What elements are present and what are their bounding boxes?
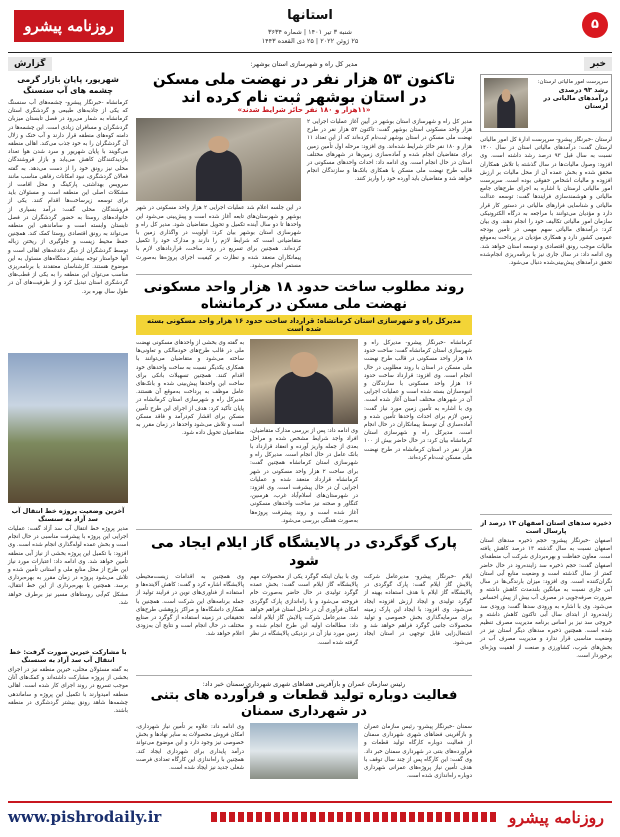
bushehr-article: [136, 118, 472, 270]
speaker-head: [208, 136, 229, 153]
semnan-body-a: سمنان -خبرنگار پیشرو- رئیس سازمان عمران و بازآفرینی فضاهای شهری شهرداری سمنان از فعالیت دوباره کارگاه تولید قطعات و فرآورده‌های بتنی در شهرداری سمنان خبر داد. وی گفت: این کارگاه پس از چند سال توقف با هدف تأمین نیاز پروژه‌های عمرانی شهرداری دوباره راه‌اندازی شده است.: [364, 724, 472, 780]
kermanshah-title-line2: نهضت ملی مسکن در کرمانشاه: [200, 296, 408, 312]
donors-subtitle: با مشارکت خیرین صورت گرفت: خط انتقال آب سد آزاد به سنسنگ: [9, 648, 127, 664]
divider: [136, 274, 472, 275]
bushehr-photo: [136, 118, 301, 201]
sarab-title: شهریور، پایان بازار گرمی چشمه های آب سنسنگ: [17, 75, 119, 95]
footer-strip: [211, 812, 498, 822]
spring-photo: [8, 353, 128, 503]
news-label: خبر: [584, 57, 612, 71]
semnan-photo: [250, 723, 358, 779]
ilam-title: پارک گوگردی در پالایشگاه گاز ایلام ایجاد می شود: [151, 535, 457, 569]
semnan-body-c: وی ادامه داد: علاوه بر تأمین نیاز شهرداری، امکان فروش محصولات به سایر نهادها و بخش خصوصی نیز وجود دارد و این موضوع می‌تواند درآمد پایداری برای شهرداری ایجاد کند. همچنین با راه‌اندازی این کارگاه تعدادی فرصت شغلی جدید نیز ایجاد شده است.: [136, 724, 244, 772]
ilam-body-b: وی با بیان اینکه گوگرد یکی از محصولات مهم پالایشگاه گاز ایلام است گفت: بخش عمده گوگرد تولیدی در حال حاضر به‌صورت خام فروخته می‌شود و با راه‌اندازی پارک گوگردی امکان فرآوری آن در داخل استان فراهم خواهد شد. مدیرعامل شرکت پالایش گاز ایلام ادامه داد: مطالعات اولیه این طرح انجام شده و زمین مورد نیاز آن در نزدیکی پالایشگاه در نظر گرفته شده است.: [250, 574, 358, 646]
newspaper-logo: روزنامه پیشرو: [14, 10, 124, 42]
kermanshah-article: [136, 339, 472, 525]
kermanshah-body-a: کرمانشاه -خبرنگار پیشرو- مدیرکل راه و شهرسازی استان کرمانشاه گفت: ساخت حدود ۱۸ هزار واحد مسکونی در قالب طرح نهضت ملی مسکن در استان با روند مطلوبی در حال انجام است. وی افزود: قرارداد ساخت حدود ۱۶ هزار واحد مسکونی با سازندگان و انبوه‌سازان بسته شده است و عملیات اجرایی آن در شهرهای مختلف استان آغاز شده است. وی با اشاره به تأمین زمین مورد نیاز گفت: زمین لازم برای احداث واحدها تأمین شده و آماده‌سازی آن توسط پیمانکاران در حال انجام است. مدیرکل راه و شهرسازی استان کرمانشاه بیان کرد: در حال حاضر بیش از ۱۰۰ هزار نفر در استان کرمانشاه در طرح نهضت ملی مسکن ثبت‌نام کرده‌اند.: [364, 340, 472, 461]
tax-news-box: [480, 74, 612, 132]
page-header: [8, 6, 612, 52]
page-number: ۵: [582, 12, 608, 38]
kermanshah-photo: [250, 339, 358, 424]
kermanshah-title-line1: روند مطلوب ساخت حدود ۱۸ هزار واحد مسکونی: [143, 279, 465, 295]
official-figure: [275, 371, 333, 423]
donors-body: به گفته مسئولان محلی، خیرین منطقه نیز در اجرای بخشی از پروژه مشارکت داشته‌اند و کمک‌های آنان موجب تسریع در روند اجرای کار شده است. اهالی منطقه امیدوارند با تکمیل این پروژه و ساماندهی چشمه‌ها شاهد رونق بیشتر گردشگری در منطقه باشند.: [8, 667, 128, 715]
speaker-figure: [195, 150, 241, 202]
tax-kicker: سرپرست امور مالیاتی لرستان:: [537, 79, 608, 85]
semnan-article: [136, 723, 472, 779]
bushehr-title-line1: تاکنون ۵۳ هزار نفر در نهضت ملی مسکن: [152, 70, 456, 88]
bushehr-subtitle: «۱۱هزار و ۱۸۰ نفر حائز شرایط شدند»: [237, 106, 371, 114]
isfahan-body: اصفهان -خبرنگار پیشرو- حجم ذخیره سدهای استان اصفهان نسبت به سال گذشته ۱۳ درصد کاهش یافته است. معاون حفاظت و بهره‌برداری شرکت آب منطقه‌ای اصفهان گفت: حجم ذخیره سد زاینده‌رود در حال حاضر کمتر از سال گذشته است و وضعیت منابع آبی استان نگران‌کننده است. وی افزود: میزان بارندگی‌ها در سال آبی جاری نسبت به میانگین بلندمدت کاهش داشته و ضرورت صرفه‌جویی در مصرف آب بیش از پیش احساس می‌شود. وی با اشاره به ورودی سدها گفت: ورودی سد زاینده‌رود از ابتدای سال آبی تاکنون کاهش داشته و خروجی سد نیز بر اساس برنامه مدیریت مصرف تنظیم شده است. همچنین ذخیره سدهای دیگر استان نیز در وضعیت مناسبی قرار ندارد و مدیریت مصرف آب در بخش‌های شرب، کشاورزی و صنعت از اهمیت ویژه‌ای برخوردار است.: [480, 538, 612, 659]
semnan-title-line2: در شهرداری سمنان: [241, 704, 367, 719]
header-divider: [8, 52, 612, 53]
semnan-title-line1: فعالیت دوباره تولید قطعات و فرآورده های بتنی: [150, 688, 458, 703]
ilam-article: [136, 573, 472, 671]
pipeline-body: مدیر پروژه خط انتقال آب سد آزاد گفت: عملیات اجرایی این پروژه با پیشرفت مناسبی در حال انجام است و بخش عمده لوله‌گذاری انجام شده است. وی افزود: با تکمیل این پروژه بخشی از نیاز آبی منطقه تأمین خواهد شد. وی ادامه داد: اعتبارات مورد نیاز این طرح از محل منابع ملی و استانی تأمین شده و تلاش می‌شود پروژه در زمان مقرر به بهره‌برداری برسد. همچنین با بهره‌برداری از این خط انتقال، مشکل کم‌آبی روستاهای مسیر نیز برطرف خواهد شد.: [8, 526, 128, 606]
isfahan-title: ذخیره سدهای استان اصفهان ۱۳ درصد از پارسال است: [480, 519, 612, 535]
divider: [136, 529, 472, 530]
center-column: [136, 60, 472, 793]
pipeline-subtitle: آخرین وضعیت پروژه خط انتقال آب سد آزاد به سنسنگ: [11, 507, 125, 523]
bushehr-body-b: در این جلسه اعلام شد عملیات اجرایی ۲ هزار واحد مسکونی در شهر بوشهر و شهرستان‌های تابعه آغاز شده است و پیش‌بینی می‌شود این واحدها تا دو سال آینده تکمیل و تحویل متقاضیان شود. مدیر کل راه و شهرسازی استان بوشهر بیان کرد: اولویت در واگذاری زمین با متقاضیانی است که شرایط لازم را دارند و مدارک خود را تکمیل کرده‌اند. همچنین برای تسریع در روند ساخت، قراردادهای لازم با پیمانکاران منعقد شده و نظارت بر کیفیت اجرای پروژه‌ها به‌صورت مستمر انجام می‌شود.: [136, 205, 302, 269]
section-title: استانها: [287, 8, 333, 23]
sarab-body: کرمانشاه -خبرنگار پیشرو- چشمه‌های آب سنسنگ که یکی از جاذبه‌های طبیعی و گردشگری استان کرمانشاه به شمار می‌رود در فصل تابستان میزبان گردشگران و مسافران زیادی است. این چشمه‌ها در دامنه کوه‌های منطقه قرار دارند و آب خنک و زلال آن گردشگران را به خود جذب می‌کند. اهالی منطقه می‌گویند با پایان شهریور و سرد شدن هوا تعداد بازدیدکنندگان کاهش می‌یابد و بازار فروشندگان محلی نیز رونق خود را از دست می‌دهد. به گفته فعالان گردشگری، نبود امکانات رفاهی مناسب مانند سرویس بهداشتی، پارکینگ و محل اقامت از مشکلات اصلی این منطقه است و مسئولان باید برای توسعه زیرساخت‌ها اقدام کنند. یکی از فروشندگان محلی گفت: درآمد بسیاری از خانواده‌های روستا به حضور گردشگران در فصل تابستان وابسته است و ساماندهی این منطقه می‌تواند به رونق اقتصادی روستا کمک کند. همچنین حفظ محیط زیست و جلوگیری از ریختن زباله توسط گردشگران از دیگر دغدغه‌های اهالی است و آنها خواستار توجه بیشتر دستگاه‌های مسئول به این موضوع هستند. کارشناسان معتقدند با برنامه‌ریزی مناسب می‌توان این منطقه را به یکی از قطب‌های گردشگری استان تبدیل کرد و از ظرفیت‌های آن در طول سال بهره برد.: [8, 100, 128, 295]
left-column: [8, 74, 128, 793]
ilam-body-a: ایلام -خبرنگار پیشرو- مدیرعامل شرکت پالایش گاز ایلام گفت: پارک گوگردی در پالایشگاه گاز ایلام با هدف استفاده بهینه از گوگرد تولیدی و ایجاد ارزش افزوده ایجاد می‌شود. وی افزود: با ایجاد این پارک زمینه برای سرمایه‌گذاری بخش خصوصی و تولید محصولات جانبی گوگرد فراهم خواهد شد و اشتغال‌زایی قابل توجهی در استان ایجاد می‌شود.: [364, 574, 472, 646]
bushehr-kicker: مدیر کل راه و شهرسازی استان بوشهر:: [250, 60, 358, 68]
divider: [136, 675, 472, 676]
kermanshah-body-c: به گفته وی بخشی از واحدهای مسکونی نهضت ملی در قالب طرح‌های خودمالکی و تعاونی‌ها ساخته می‌شود و متقاضیان می‌توانند با همکاری یکدیگر نسبت به ساخت واحدهای خود اقدام کنند. همچنین تسهیلات بانکی برای ساخت این واحدها پیش‌بینی شده و بانک‌های عامل موظف به پرداخت به‌موقع آن هستند. مدیرکل راه و شهرسازی استان کرمانشاه در پایان تأکید کرد: هدف از اجرای این طرح تأمین مسکن برای اقشار کم‌درآمد و فاقد مسکن است و تلاش می‌شود واحدها در زمان مقرر به متقاضیان تحویل داده شود.: [136, 340, 244, 437]
person-head: [502, 89, 511, 102]
date-persian: شنبه ۳ تیر ۱۴۰۱ | شماره ۳۶۳۴: [268, 28, 352, 36]
semnan-kicker: رئیس سازمان عمران و بازآفرینی فضاهای شهری شهرداری سمنان خبر داد:: [202, 680, 406, 688]
footer-brand: روزنامه پیشرو: [508, 807, 604, 827]
tax-title: رشد ۹۳ درصدی درآمدهای مالیاتی در لرستان: [543, 86, 608, 111]
divider: [480, 514, 612, 515]
bushehr-body-a: مدیر کل راه و شهرسازی استان بوشهر در آیین آغاز عملیات اجرایی ۲ هزار واحد مسکونی استان بوشهر گفت: تاکنون ۵۳ هزار نفر در طرح نهضت ملی مسکن در استان بوشهر ثبت‌نام کرده‌اند که از این تعداد ۱۱ هزار و ۱۸۰ نفر حائز شرایط شده‌اند. وی افزود: مرحله اول تأمین زمین برای متقاضیان انجام شده و آماده‌سازی زمین‌ها در شهرهای مختلف استان در حال انجام است. وی ادامه داد: احداث واحدهای مسکونی در قالب طرح نهضت ملی مسکن با همکاری بانک‌ها و سازندگان انجام خواهد شد و متقاضیان باید آورده خود را واریز کنند.: [307, 119, 473, 183]
kermanshah-highlight: مدیرکل راه و شهرسازی استان کرمانشاه: قرارداد ساخت حدود ۱۶ هزار واحد مسکونی بسته شده است: [136, 315, 472, 335]
report-label: گزارش: [8, 57, 52, 71]
page-footer: [8, 801, 612, 831]
tax-photo: [484, 78, 528, 128]
website-link[interactable]: www.pishrodaily.ir: [8, 808, 162, 826]
tax-body: لرستان -خبرنگار پیشرو- سرپرست ادارهٔ کل امور مالیاتی لرستان گفت: درآمدهای مالیاتی استان در سال ۱۴۰۰ نسبت به سال قبل ۹۳ درصد رشد داشته است. وی افزود: وصول مالیات‌ها در سال گذشته با تلاش همکاران محقق شده و بخش عمده آن از محل مالیات بر ارزش افزوده و مالیات اشخاص حقوقی بوده است. سرپرست امور مالیاتی لرستان با اشاره به اجرای طرح‌های جامع مالیاتی و هوشمندسازی فرایندها گفت: توسعه عدالت مالیاتی و شناسایی فرارهای مالیاتی در دستور کار قرار دارد و مؤدیان می‌توانند با مراجعه به درگاه الکترونیکی سازمان امور مالیاتی تکالیف خود را انجام دهند. وی بیان کرد: درآمدهای مالیاتی سهم مهمی در تأمین بودجه عمومی کشور دارد و همکاری مؤدیان در پرداخت به‌موقع مالیات موجب رونق اقتصادی و توسعه استان خواهد شد. وی ادامه داد: در سال جاری نیز با برنامه‌ریزی انجام‌شده تحقق درآمدهای پیش‌بینی‌شده دنبال می‌شود.: [480, 137, 612, 267]
right-column: [480, 74, 612, 793]
kermanshah-body-b: وی ادامه داد: پس از بررسی مدارک متقاضیان، افراد واجد شرایط مشخص شده و مراحل بعدی از جمله واریز آورده و انعقاد قرارداد با بانک عامل در حال انجام است. مدیرکل راه و شهرسازی استان کرمانشاه همچنین گفت: برای ساخت ۲ هزار واحد مسکونی در شهر کرمانشاه قرارداد منعقد شده و عملیات اجرایی آن در حال پیشرفت است. وی افزود: در شهرستان‌های اسلام‌آباد غرب، هرسین، کنگاور و صحنه نیز ساخت واحدهای مسکونی آغاز شده است و روند پیشرفت پروژه‌ها به‌صورت هفتگی بررسی می‌شود.: [250, 427, 359, 524]
bushehr-title-line2: در استان بوشهر ثبت نام کرده اند: [181, 88, 427, 106]
date-other: ۲۵ ژوئن ۲۰۲۲ | ۲۵ ذی القعده ۱۴۴۳: [261, 37, 359, 45]
ilam-body-c: وی همچنین به اقدامات زیست‌محیطی پالایشگاه اشاره کرد و گفت: کاهش آلاینده‌ها و استفاده از فناوری‌های نوین در فرایند تولید از جمله برنامه‌های این شرکت است. همچنین با همکاری دانشگاه‌ها و مراکز پژوهشی طرح‌های تحقیقاتی در زمینه استفاده از گوگرد در صنایع مختلف در حال انجام است و نتایج آن به‌زودی اعلام خواهد شد.: [136, 574, 244, 638]
